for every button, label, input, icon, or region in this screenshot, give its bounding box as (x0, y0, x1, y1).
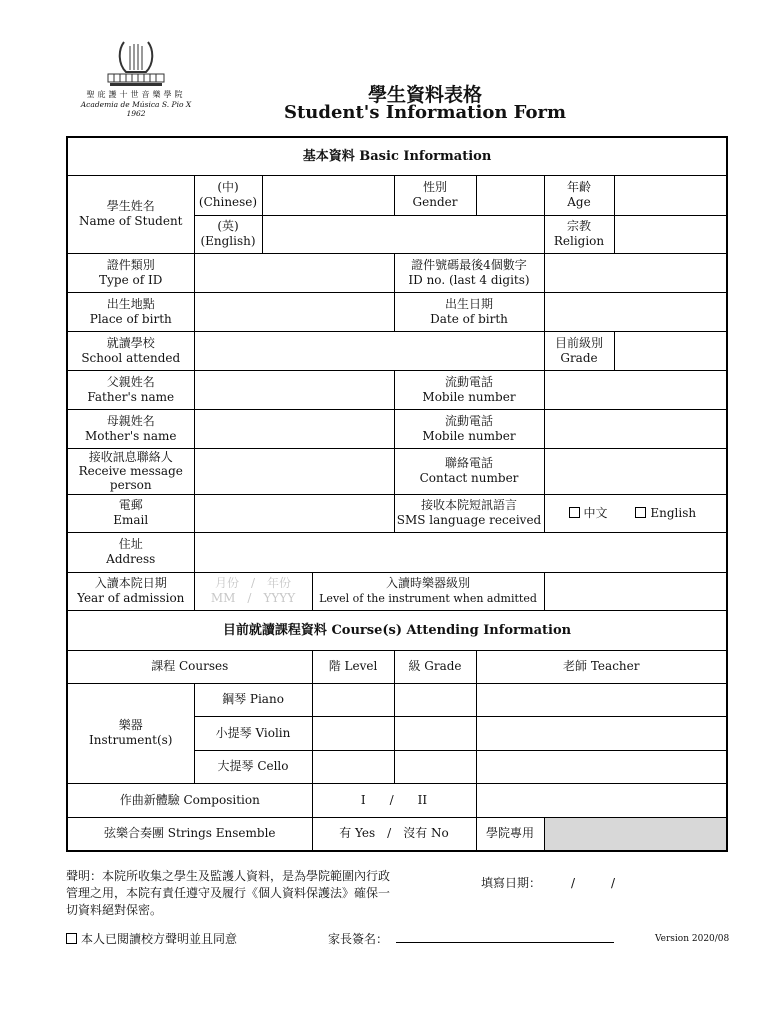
cello-level-field[interactable] (312, 750, 394, 783)
composition-levels[interactable]: I / II (312, 783, 476, 817)
admission-level-zh: 入讀時樂器級別 (385, 576, 470, 590)
mother-name-field[interactable] (194, 409, 394, 448)
admission-level-en: Level of the instrument when admitted (319, 592, 537, 605)
receiver-label: 接收訊息聯絡人 Receive message person (67, 448, 194, 494)
agree-label: 本人已閱讀校方聲明並且同意 (81, 932, 238, 946)
cello-label: 大提琴 Cello (194, 750, 312, 783)
violin-label: 小提琴 Violin (194, 716, 312, 750)
school-field[interactable] (194, 331, 544, 370)
parent-signature-label: 家長簽名： (328, 932, 389, 946)
piano-label: 鋼琴 Piano (194, 683, 312, 716)
composition-teacher-field[interactable] (476, 783, 727, 817)
checkbox-icon[interactable] (635, 507, 646, 518)
sms-zh-label: 中文 (583, 505, 608, 520)
english-name-field[interactable] (262, 215, 544, 253)
mother-mobile-label: 流動電話 Mobile number (394, 409, 544, 448)
form-title-en: Student's Information Form (283, 102, 567, 123)
ensemble-label: 弦樂合奏團 Strings Ensemble (67, 817, 312, 851)
birth-place-label: 出生地點 Place of birth (67, 292, 194, 331)
chinese-name-field[interactable] (262, 175, 394, 215)
id-type-field[interactable] (194, 253, 394, 292)
birth-date-label: 出生日期 Date of birth (394, 292, 544, 331)
religion-label: 宗教 Religion (544, 215, 614, 253)
age-label: 年齡 Age (544, 175, 614, 215)
age-field[interactable] (614, 175, 727, 215)
email-label: 電郵 Email (67, 494, 194, 532)
office-use-label: 學院專用 (476, 817, 544, 851)
sms-en-option[interactable] (635, 506, 696, 520)
admission-level-label (312, 572, 544, 610)
mother-mobile-field[interactable] (544, 409, 727, 448)
sms-en-label: English (650, 505, 697, 520)
cello-grade-field[interactable] (394, 750, 476, 783)
logo-name-zh: 聖庇護十世音樂學院 (86, 90, 186, 99)
email-field[interactable] (194, 494, 394, 532)
ensemble-yes-no[interactable]: 有 Yes / 沒有 No (312, 817, 476, 851)
violin-teacher-field[interactable] (476, 716, 727, 750)
logo-name-latin: Academia de Música S. Pio X (80, 100, 192, 109)
birth-date-field[interactable] (544, 292, 727, 331)
contact-field[interactable] (544, 448, 727, 494)
sms-zh-option[interactable] (569, 506, 608, 520)
id-no-field[interactable] (544, 253, 727, 292)
signature-line[interactable] (396, 942, 614, 943)
admission-year-label: 入讀本院日期 Year of admission (67, 572, 194, 610)
version-label: Version 2020/08 (655, 934, 730, 944)
school-label: 就讀學校 School attended (67, 331, 194, 370)
piano-level-field[interactable] (312, 683, 394, 716)
gender-label: 性別 Gender (394, 175, 476, 215)
id-no-label: 證件號碼最後4個數字 ID no. (last 4 digits) (394, 253, 544, 292)
admission-level-field[interactable] (544, 572, 727, 610)
col-level-header: 階 Level (312, 650, 394, 683)
office-use-field (544, 817, 727, 851)
admission-year-field[interactable]: 月份 / 年份 MM / YYYY (194, 572, 312, 610)
father-name-label: 父親姓名 Father's name (67, 370, 194, 409)
address-field[interactable] (194, 532, 727, 572)
sms-lang-options (544, 494, 727, 532)
violin-grade-field[interactable] (394, 716, 476, 750)
composition-label: 作曲新體驗 Composition (67, 783, 312, 817)
form-title-zh: 學生資料表格 (367, 84, 482, 106)
col-teacher-header: 老師 Teacher (476, 650, 727, 683)
piano-teacher-field[interactable] (476, 683, 727, 716)
violin-level-field[interactable] (312, 716, 394, 750)
contact-label: 聯絡電話 Contact number (394, 448, 544, 494)
english-name-label: (英) (English) (194, 215, 262, 253)
basic-info-header: 基本資料 Basic Information (67, 137, 727, 175)
declaration-text: 聲明：本院所收集之學生及監護人資料，是為學院範圍內行政管理之用，本院有責任遵守及履行《個人資料保護法》確保一切資料絕對保密。 (66, 869, 391, 917)
instrument-label: 樂器 Instrument(s) (67, 683, 194, 783)
mother-name-label: 母親姓名 Mother's name (67, 409, 194, 448)
chinese-name-label: (中) (Chinese) (194, 175, 262, 215)
cello-teacher-field[interactable] (476, 750, 727, 783)
student-name-label: 學生姓名 Name of Student (67, 175, 194, 253)
address-label: 住址 Address (67, 532, 194, 572)
courses-header: 目前就讀課程資料 Course(s) Attending Information (67, 610, 727, 650)
col-course-header: 課程 Courses (67, 650, 312, 683)
student-info-table (66, 136, 728, 852)
col-grade-header: 級 Grade (394, 650, 476, 683)
father-mobile-field[interactable] (544, 370, 727, 409)
receiver-field[interactable] (194, 448, 394, 494)
father-name-field[interactable] (194, 370, 394, 409)
fill-date[interactable]: 填寫日期： / / (481, 876, 616, 890)
id-type-label: 證件類別 Type of ID (67, 253, 194, 292)
checkbox-icon[interactable] (66, 933, 77, 944)
grade-label: 目前級別 Grade (544, 331, 614, 370)
checkbox-icon[interactable] (569, 507, 580, 518)
gender-field[interactable] (476, 175, 544, 215)
father-mobile-label: 流動電話 Mobile number (394, 370, 544, 409)
grade-field[interactable] (614, 331, 727, 370)
agree-statement[interactable] (66, 930, 237, 947)
piano-grade-field[interactable] (394, 683, 476, 716)
birth-place-field[interactable] (194, 292, 394, 331)
logo-year: 1962 (126, 109, 146, 118)
sms-lang-label: 接收本院短訊語言 SMS language received (394, 494, 544, 532)
religion-field[interactable] (614, 215, 727, 253)
